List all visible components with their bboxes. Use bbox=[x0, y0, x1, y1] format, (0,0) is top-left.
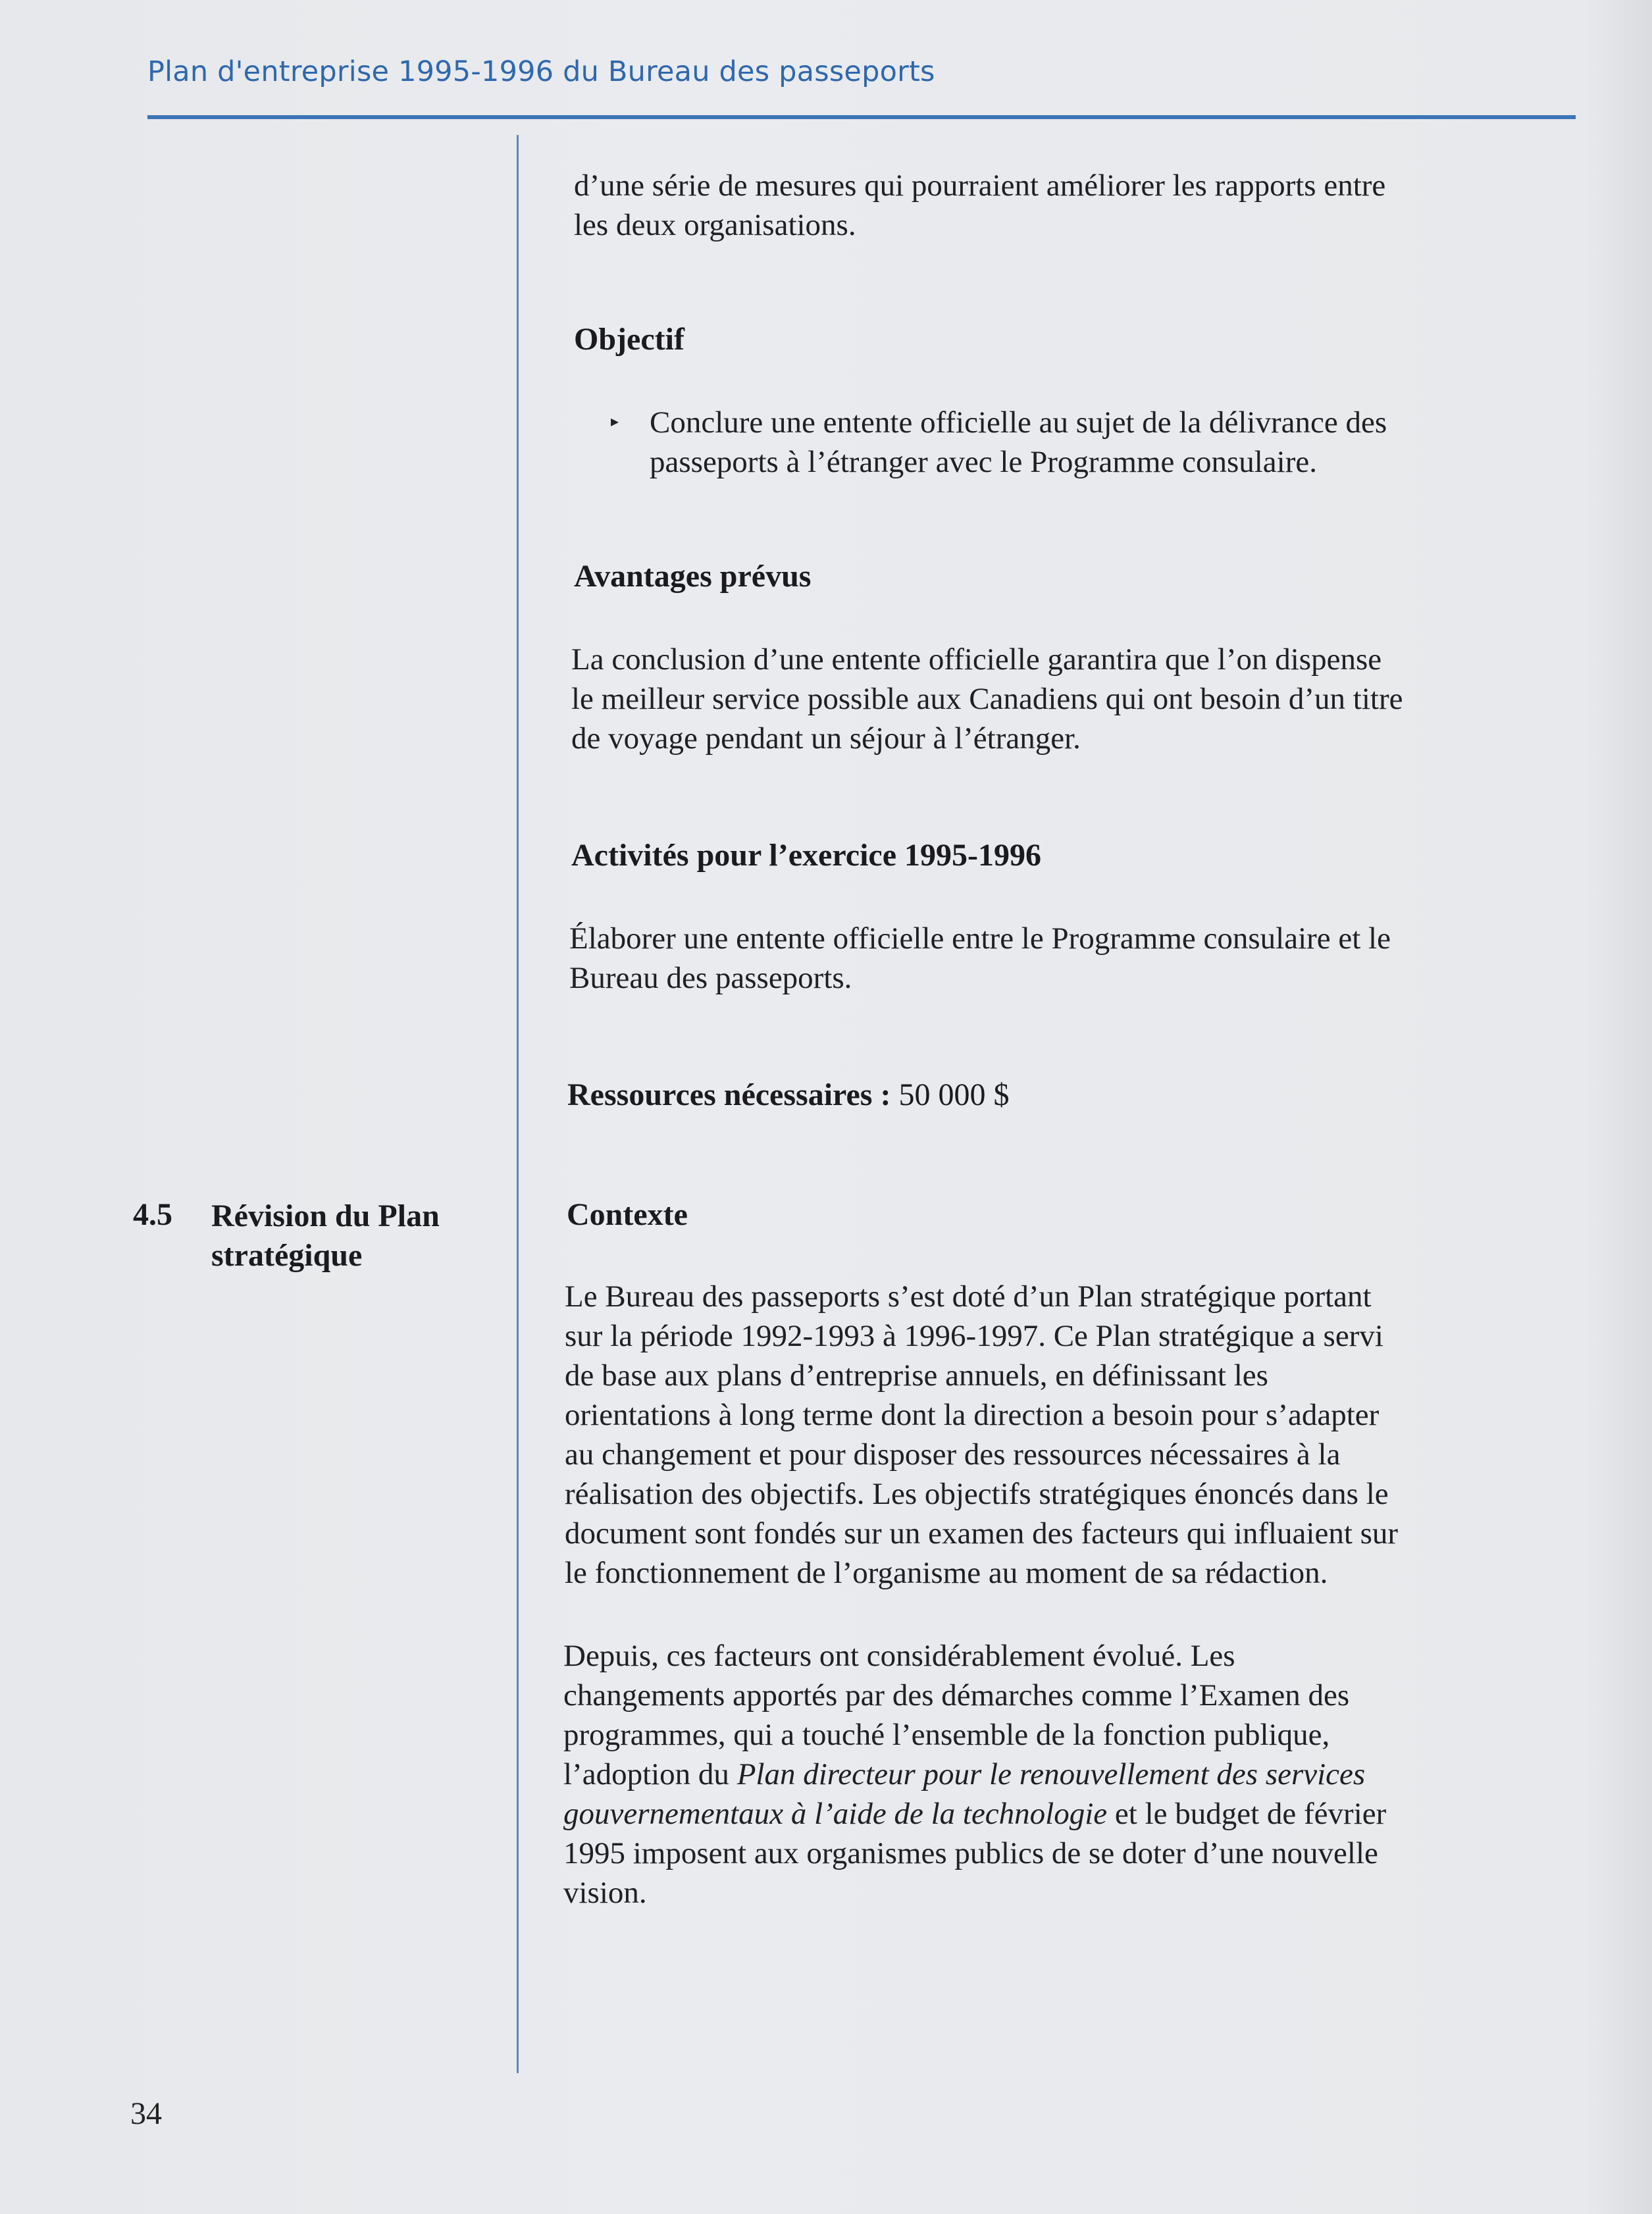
ressources-amount: 50 000 $ bbox=[898, 1077, 1010, 1112]
column-divider bbox=[517, 135, 519, 2073]
text-line: d’une série de mesures qui pourraient améliorer les rapports entre bbox=[574, 168, 1386, 203]
italic-title-segment: Plan directeur pour le renouvellement des services bbox=[736, 1757, 1366, 1791]
text-line: Conclure une entente officielle au sujet de la délivrance des bbox=[650, 405, 1387, 440]
objectif-bullet bbox=[650, 403, 1387, 482]
intro-paragraph bbox=[574, 166, 1385, 245]
text-line: Depuis, ces facteurs ont considérablement évolué. Les bbox=[563, 1639, 1235, 1673]
italic-title-segment: gouvernementaux à l’aide de la technologie bbox=[563, 1797, 1108, 1831]
text-line: orientations à long terme dont la direction a besoin pour s’adapter bbox=[565, 1398, 1380, 1432]
text-line: Élaborer une entente officielle entre le Programme consulaire et le bbox=[569, 921, 1391, 956]
text-segment: et le budget de février bbox=[1107, 1797, 1387, 1831]
text-line bbox=[563, 1755, 1386, 1794]
text-line: les deux organisations. bbox=[574, 208, 856, 242]
bullet-arrow-icon: ▸ bbox=[611, 412, 619, 430]
text-line: le meilleur service possible aux Canadiens qui ont besoin d’un titre bbox=[571, 682, 1403, 716]
text-line: sur la période 1992-1993 à 1996-1997. Ce Plan stratégique a servi bbox=[565, 1319, 1383, 1353]
section-title-line: Révision du Plan bbox=[211, 1198, 440, 1233]
running-header: Plan d'entreprise 1995-1996 du Bureau des passeports bbox=[147, 55, 935, 88]
text-line: réalisation des objectifs. Les objectifs stratégiques énoncés dans le bbox=[565, 1477, 1389, 1511]
text-line: 1995 imposent aux organismes publics de se doter d’une nouvelle bbox=[563, 1836, 1378, 1870]
text-line: La conclusion d’une entente officielle garantira que l’on dispense bbox=[571, 642, 1382, 677]
contexte-heading: Contexte bbox=[567, 1197, 688, 1232]
text-line: programmes, qui a touché l’ensemble de la fonction publique, bbox=[563, 1718, 1330, 1752]
activites-heading: Activités pour l’exercice 1995-1996 bbox=[571, 838, 1042, 873]
section-title-line: stratégique bbox=[211, 1238, 363, 1273]
header-rule bbox=[147, 115, 1576, 119]
section-number: 4.5 bbox=[133, 1197, 172, 1232]
avantages-heading: Avantages prévus bbox=[574, 559, 812, 594]
text-line: Le Bureau des passeports s’est doté d’un Plan stratégique portant bbox=[565, 1279, 1372, 1314]
text-line: le fonctionnement de l’organisme au moment de sa rédaction. bbox=[565, 1556, 1328, 1590]
text-segment: l’adoption du bbox=[563, 1757, 737, 1791]
objectif-heading: Objectif bbox=[574, 322, 684, 357]
text-line: au changement et pour disposer des ressources nécessaires à la bbox=[565, 1437, 1341, 1472]
activites-paragraph bbox=[569, 919, 1391, 998]
ressources-label: Ressources nécessaires : bbox=[567, 1077, 891, 1112]
text-line: vision. bbox=[563, 1876, 647, 1910]
page-number: 34 bbox=[130, 2096, 162, 2131]
ressources-line bbox=[567, 1077, 1009, 1113]
contexte-paragraph-1 bbox=[565, 1277, 1398, 1593]
text-line bbox=[563, 1794, 1386, 1834]
avantages-paragraph bbox=[571, 640, 1403, 758]
text-line: de base aux plans d’entreprise annuels, en définissant les bbox=[565, 1358, 1268, 1393]
text-line: passeports à l’étranger avec le Programme consulaire. bbox=[650, 445, 1317, 479]
section-title bbox=[211, 1197, 440, 1275]
text-line: de voyage pendant un séjour à l’étranger. bbox=[571, 721, 1081, 756]
contexte-paragraph-2 bbox=[563, 1636, 1386, 1913]
text-line: changements apportés par des démarches comme l’Examen des bbox=[563, 1678, 1350, 1712]
text-line: Bureau des passeports. bbox=[569, 961, 852, 995]
text-line: document sont fondés sur un examen des facteurs qui influaient sur bbox=[565, 1516, 1399, 1551]
